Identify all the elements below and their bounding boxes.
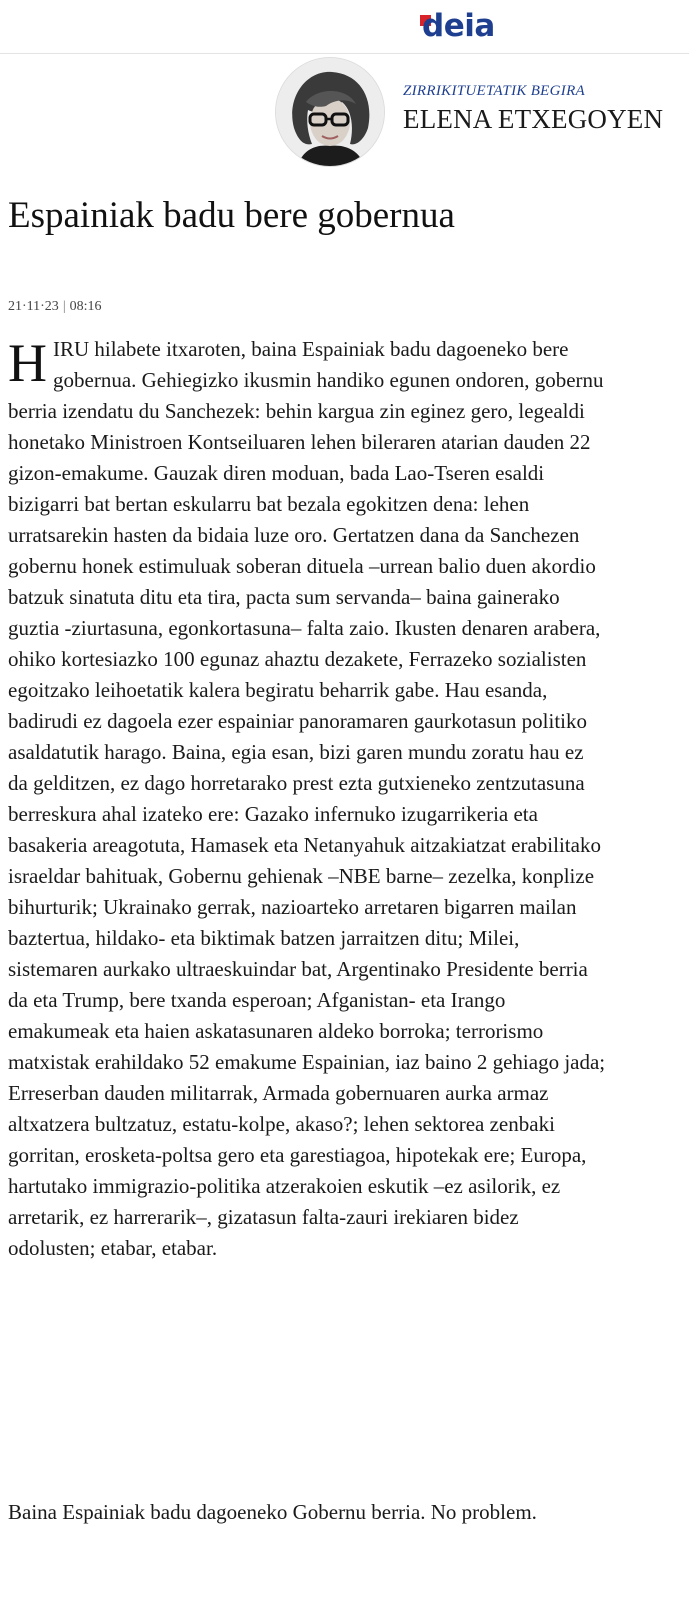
article-time: 08:16 [69,299,102,314]
article-paragraph [8,334,608,1264]
date-separator: | [62,299,66,314]
article-paragraph-text: IRU hilabete itxaroten, baina Espainiak badu dagoeneko bere gobernua. Gehiegizko ikusmin handiko egunen ondoren, gobernu berria izendatu du Sanchezek: behin kargua zin eginez gero, legealdi honetako Ministroen Kontseiluaren lehen bileraren atarian dauden 22 gizon-emakume. Gauzak diren moduan, bada Lao-Tseren esaldi bizigarri bat bertan eskularru bat bezala egokitzen dena: lehen urratsarekin hasten da bidaia luze oro. Gertatzen dana da Sanchezen gobernu honek estimuluak soberan dituela –urrean balio duen akordio batzuk sinatuta ditu eta tira, pacta sum servanda– baina gainerako guztia -ziurtasuna, egonkortasuna– falta zaio. Ikusten denaren arabera, ohiko kortesiazko 100 egunaz ahaztu dezakete, Ferrazeko sozialisten egoitzako leihoetatik kalera begiratu beharrik gabe. Hau esanda, badirudi ez dagoela ezer espainiar panoramaren gaurkotasun politiko asaldatutik harago. Baina, egia esan, bizi garen mundu zoratu hau ez da gelditzen, ez dago horretarako prest ezta gutxieneko zentzutasuna berreskura ahal izateko ere: Gazako infernuko izugarrikeria eta basakeria areagotuta, Hamasek eta Netanyahuk aitzakiatzat erabilitako israeldar bahituak, Gobernu gehienak –NBE barne– zezelka, konplize bihurturik; Ukrainako gerrak, nazioarteko arretaren bigarren mailan baztertua, hildako- eta biktimak batzen jarraitzen ditu; Milei, sistemaren aurkako ultraeskuindar bat, Argentinako Presidente berria da eta Trump, bere txanda esperoan; Afganistan- eta Irango emakumeak eta haien askatasunaren aldeko borroka; terrorismo matxistak erahildako 52 emakume Espainian, iaz baino 2 gehiago jada; Erreserban dauden militarrak, Armada gobernuaren aurka armaz altxatzera bultzatuz, estatu-kolpe, akaso?; lehen sektorea zenbaki gorritan, erosketa-poltsa gero eta garestiagoa, hipotekak ere; Europa, hartutako immigrazio-politika atzerakoien eskutik –ez asilorik, ez arretarik, ez harrerarik–, gizatasun falta-zauri irekiaren bidez odolusten; etabar, etabar. [8,337,606,1260]
author-portrait-icon [276,58,384,166]
article-dateline [8,299,102,315]
article-closing-paragraph: Baina Espainiak badu dagoeneko Gobernu berria. No problem. [8,1500,537,1524]
article-date: 21·11·23 [8,299,59,314]
author-meta [403,83,663,135]
column-section-label[interactable]: ZIRRIKITUETATIK BEGIRA [403,83,586,99]
drop-cap: H [8,333,47,393]
author-avatar [275,57,385,167]
article-title: Espainiak badu bere gobernua [8,195,455,236]
author-name[interactable]: ELENA ETXEGOYEN [403,104,664,134]
deia-logo[interactable] [420,6,495,46]
author-block [275,57,689,169]
site-header [0,0,689,54]
logo-text: deia [422,8,495,44]
article-body [8,334,608,1264]
